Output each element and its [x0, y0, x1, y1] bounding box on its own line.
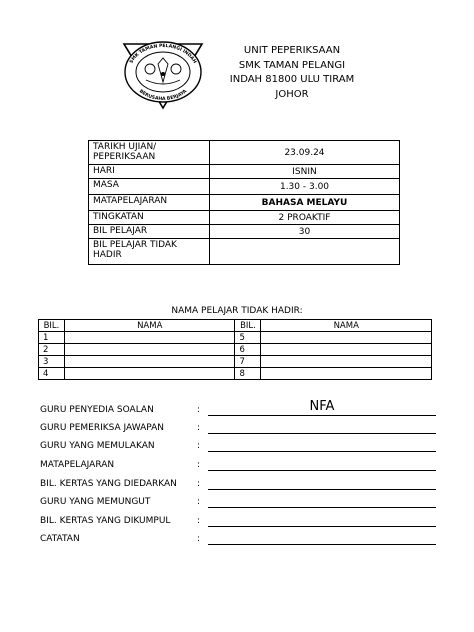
sig-line[interactable] [208, 507, 436, 508]
sig-label: GURU PEMERIKSA JAWAPAN [40, 423, 165, 433]
info-row-date [89, 141, 400, 165]
table-row [39, 356, 432, 368]
sig-row-checker [40, 420, 436, 434]
info-value [210, 239, 400, 265]
nama-header: NAMA [261, 320, 432, 332]
sig-label: GURU YANG MEMULAKAN [40, 441, 155, 451]
sig-line[interactable] [208, 415, 436, 416]
school-line-state: JOHOR [275, 88, 309, 100]
info-row-time [89, 179, 400, 195]
info-row-students [89, 225, 400, 239]
sig-colon: : [197, 497, 201, 507]
row-number: 8 [235, 368, 261, 380]
sig-row-subject [40, 457, 436, 471]
sig-line[interactable] [208, 489, 436, 490]
sig-row-distributed [40, 476, 436, 490]
info-value: BAHASA MELAYU [210, 195, 400, 211]
row-number: 2 [39, 344, 65, 356]
nama-header: NAMA [64, 320, 235, 332]
sig-line[interactable] [208, 451, 436, 452]
sig-label: GURU PENYEDIA SOALAN [40, 405, 154, 415]
name-cell[interactable] [261, 344, 432, 356]
sig-row-starter [40, 438, 436, 452]
info-label: BIL PELAJAR [89, 225, 210, 239]
bil-header: BIL. [39, 320, 65, 332]
sig-colon: : [197, 516, 201, 526]
info-value: ISNIN [210, 165, 400, 179]
sig-colon: : [197, 460, 201, 470]
sig-line[interactable] [208, 470, 436, 471]
name-cell[interactable] [64, 368, 235, 380]
sig-colon: : [197, 534, 201, 544]
absent-table-header [39, 320, 432, 332]
name-cell[interactable] [261, 356, 432, 368]
info-row-subject [89, 195, 400, 211]
bil-header: BIL. [235, 320, 261, 332]
info-label: HARI [89, 165, 210, 179]
absent-students-table [38, 319, 432, 380]
info-value: 23.09.24 [210, 141, 400, 165]
name-cell[interactable] [64, 356, 235, 368]
info-row-form [89, 211, 400, 225]
name-cell[interactable] [261, 332, 432, 344]
info-value: 2 PROAKTIF [210, 211, 400, 225]
info-value: 30 [210, 225, 400, 239]
info-value: 1.30 - 3.00 [210, 179, 400, 195]
sig-row-collector [40, 494, 436, 508]
sig-colon: : [197, 441, 201, 451]
sig-colon: : [197, 479, 201, 489]
school-header [228, 44, 356, 100]
table-row [39, 332, 432, 344]
school-line-unit: UNIT PEPERIKSAAN [243, 45, 341, 56]
info-row-day [89, 165, 400, 179]
sig-label: MATAPELAJARAN [40, 460, 115, 470]
logo-ring-text: SMK TAMAN PELANGI INDAH [129, 43, 197, 65]
sig-label: BIL. KERTAS YANG DIKUMPUL [40, 516, 171, 526]
table-row [39, 368, 432, 380]
exam-info-table [88, 140, 400, 265]
info-label: TINGKATAN [89, 211, 210, 225]
info-label: BIL PELAJAR TIDAK HADIR [89, 239, 210, 265]
sig-row-preparer [40, 399, 436, 416]
school-line-name: SMK TAMAN PELANGI [238, 59, 346, 71]
logo-motto-text: BERUSAHA BERJAYA [137, 89, 189, 103]
sig-value: NFA [309, 399, 335, 414]
row-number: 7 [235, 356, 261, 368]
sig-line[interactable] [208, 526, 436, 527]
info-label: MASA [89, 179, 210, 195]
sig-row-remarks [40, 531, 436, 545]
sig-label: BIL. KERTAS YANG DIEDARKAN [40, 479, 177, 489]
school-logo [118, 36, 208, 112]
sig-line[interactable] [208, 544, 436, 545]
info-label: TARIKH UJIAN/ PEPERIKSAAN [89, 141, 210, 165]
info-label: MATAPELAJARAN [89, 195, 210, 211]
info-row-absent [89, 239, 400, 265]
row-number: 3 [39, 356, 65, 368]
name-cell[interactable] [261, 368, 432, 380]
sig-colon: : [197, 405, 201, 415]
sig-colon: : [197, 423, 201, 433]
sig-line[interactable] [208, 433, 436, 434]
row-number: 4 [39, 368, 65, 380]
row-number: 6 [235, 344, 261, 356]
absent-list-title: NAMA PELAJAR TIDAK HADIR: [171, 306, 303, 316]
row-number: 5 [235, 332, 261, 344]
row-number: 1 [39, 332, 65, 344]
table-row [39, 344, 432, 356]
name-cell[interactable] [64, 332, 235, 344]
sig-label: GURU YANG MEMUNGUT [40, 497, 151, 507]
sig-label: CATATAN [40, 534, 80, 544]
school-line-address: INDAH 81800 ULU TIRAM [229, 74, 355, 85]
name-cell[interactable] [64, 344, 235, 356]
sig-row-collected [40, 513, 436, 527]
